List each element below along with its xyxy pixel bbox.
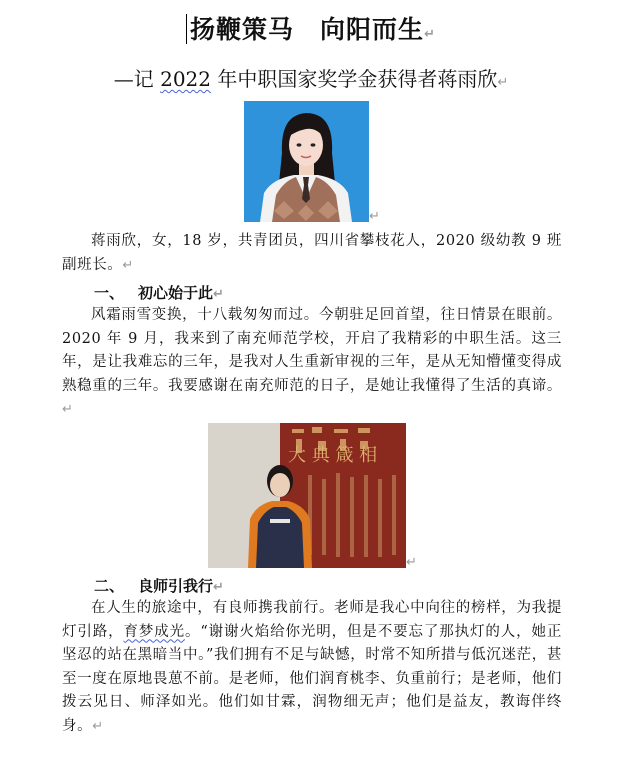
section-1-heading <box>94 282 224 303</box>
portrait-illustration <box>244 101 369 222</box>
subtitle-prefix: —记 <box>113 67 161 91</box>
document-subtitle <box>0 63 622 92</box>
section-1-number: 一、 <box>94 284 125 302</box>
portrait-photo[interactable] <box>244 101 369 222</box>
paragraph-mark-icon: ↵ <box>213 287 224 302</box>
title-part-2: 向阳而生 <box>320 15 425 44</box>
paragraph-mark-icon: ↵ <box>62 402 74 418</box>
section-2-title: 良师引我行 <box>138 577 214 595</box>
student-photo[interactable] <box>208 423 406 568</box>
section-1-title: 初心始于此 <box>138 284 214 302</box>
paragraph-mark-icon: ↵ <box>122 257 134 273</box>
subtitle-suffix: 年中职国家奖学金获得者蒋雨欣 <box>211 67 498 91</box>
section-2-heading <box>94 575 224 596</box>
spellcheck-underlined-text: 育梦成光 <box>123 623 185 640</box>
intro-paragraph: 蒋雨欣，女，18 岁，共青团员，四川省攀枝花人，2020 级幼教 9 班副班长。↵ <box>62 233 562 273</box>
paragraph-mark-icon: ↵ <box>406 555 417 570</box>
paragraph-mark-icon: ↵ <box>497 75 509 90</box>
paragraph-mark-icon: ↵ <box>369 209 380 224</box>
paragraph-mark-icon: ↵ <box>92 718 104 734</box>
paragraph-mark-icon: ↵ <box>213 580 224 595</box>
title-part-1: 扬鞭策马 <box>190 15 295 44</box>
section-2-number: 二、 <box>94 577 125 595</box>
paragraph-mark-icon: ↵ <box>424 27 436 42</box>
section-1-paragraph: 风霜雨雪变换，十八载匆匆而过。今朝驻足回首望，往日情景在眼前。2020 年 9 月，我来到了南充师范学校，开启了我精彩的中职生活。这三年，是让我难忘的三年，是我对人生重新审视的三年，是从无知懵懂变得成熟稳重的三年。我要感谢在南充师范的日子，是她让我懂得了生活的真谛。↵ <box>62 307 562 418</box>
subtitle-year: 2022 <box>160 67 211 91</box>
document-title <box>0 10 622 46</box>
photo-wall-text: 大 典 箴 相 <box>288 445 378 466</box>
section-2-paragraph: 在人生的旅途中，有良师携我前行。老师是我心中向往的榜样，为我提灯引路，育梦成光。“谢谢火焰给你光明，但是不要忘了那执灯的人，她正坚忍的站在黑暗当中。”我们拥有不足与缺憾，时常不知所措与低沉迷茫，甚至一度在原地畏葸不前。是老师，他们润育桃李、负重前行；是老师，他们拨云见日、师泽如光。他们如甘霖，润物细无声；他们是益友，教诲伴终身。↵ <box>62 600 562 734</box>
text-cursor <box>186 14 187 44</box>
student-photo-illustration <box>208 423 406 568</box>
